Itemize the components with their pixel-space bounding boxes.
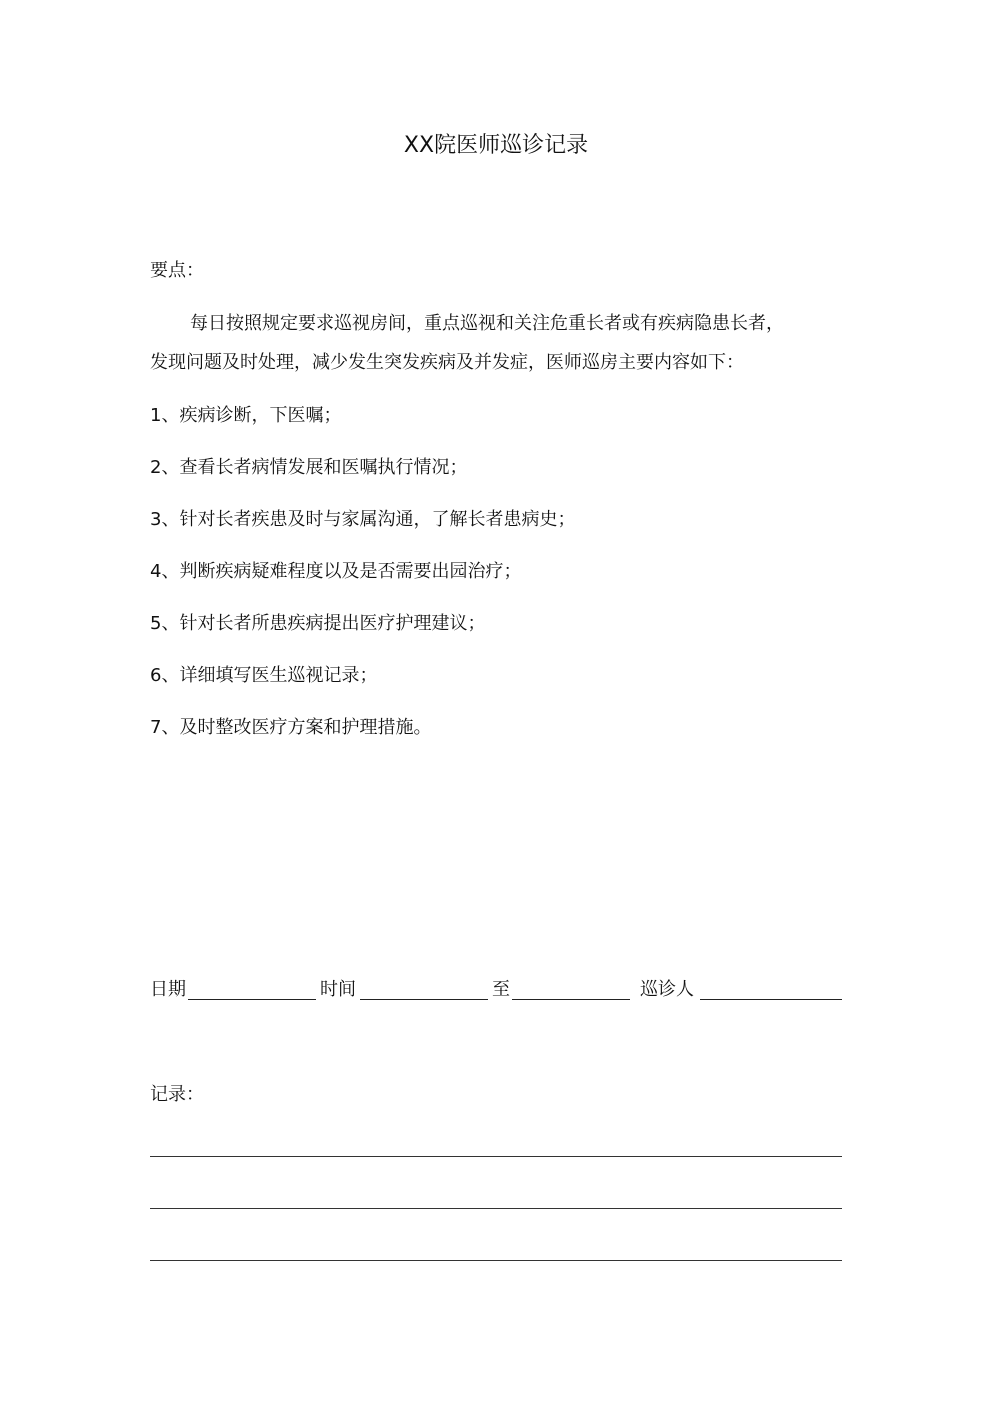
- document-title: XX院医师巡诊记录: [403, 133, 589, 158]
- time-start-blank[interactable]: [360, 999, 488, 1000]
- date-label: 日期: [150, 979, 186, 1000]
- intro-paragraph-line-1: 每日按照规定要求巡视房间，重点巡视和关注危重长者或有疾病隐患长者，: [190, 313, 784, 334]
- inspector-blank[interactable]: [700, 999, 842, 1000]
- record-line-1[interactable]: [150, 1156, 842, 1157]
- list-item: 2、查看长者病情发展和医嘱执行情况；: [150, 457, 468, 478]
- inspector-label: 巡诊人: [640, 979, 694, 1000]
- record-line-3[interactable]: [150, 1260, 842, 1261]
- to-label: 至: [492, 979, 510, 1000]
- list-item: 6、详细填写医生巡视记录；: [150, 665, 378, 686]
- record-label: 记录：: [150, 1084, 204, 1105]
- intro-paragraph-line-2: 发现问题及时处理，减少发生突发疾病及并发症，医师巡房主要内容如下：: [150, 352, 744, 373]
- list-item: 1、疾病诊断，下医嘱；: [150, 405, 342, 426]
- list-item: 4、判断疾病疑难程度以及是否需要出园治疗；: [150, 561, 522, 582]
- time-end-blank[interactable]: [512, 999, 630, 1000]
- key-points-heading: 要点：: [150, 260, 204, 281]
- list-item: 3、针对长者疾患及时与家属沟通，了解长者患病史；: [150, 509, 576, 530]
- list-item: 5、针对长者所患疾病提出医疗护理建议；: [150, 613, 486, 634]
- record-line-2[interactable]: [150, 1208, 842, 1209]
- time-label: 时间: [320, 979, 356, 1000]
- date-blank[interactable]: [188, 999, 316, 1000]
- list-item: 7、及时整改医疗方案和护理措施。: [150, 717, 432, 738]
